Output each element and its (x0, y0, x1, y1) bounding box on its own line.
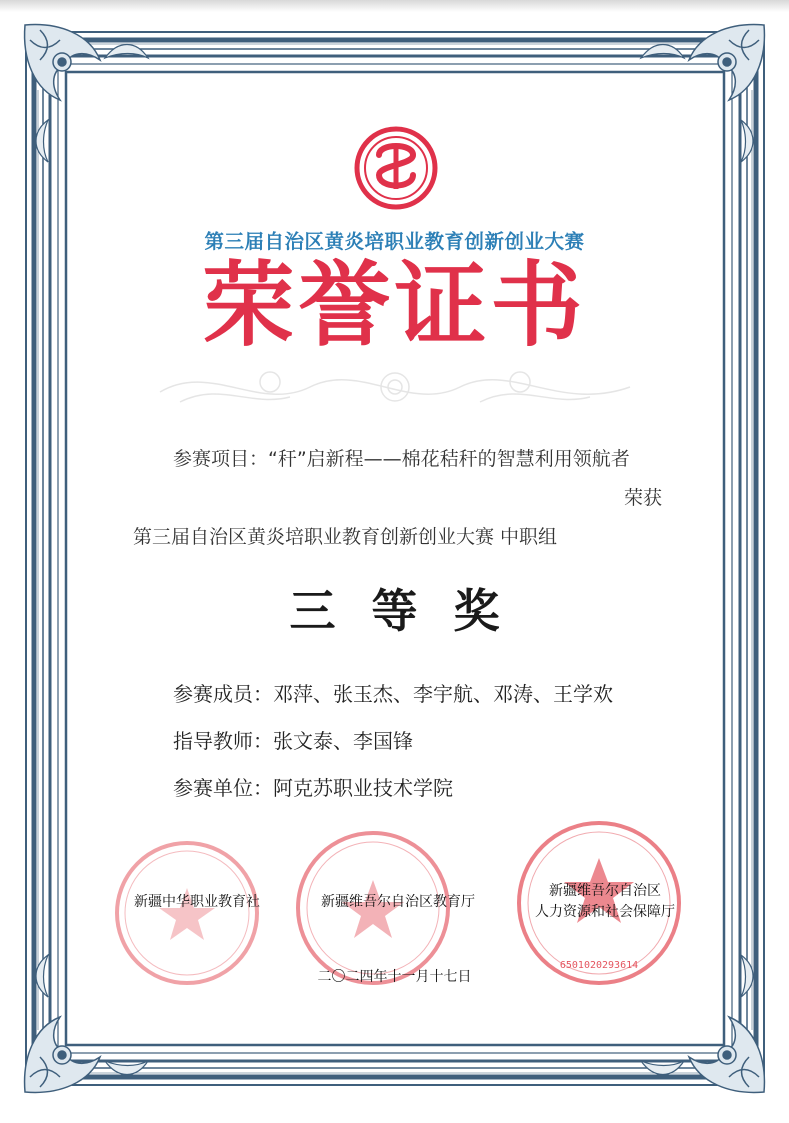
certificate-title: 荣誉证书 (202, 252, 587, 359)
seal-code: 6501020293614 (559, 960, 639, 971)
teachers-label: 指导教师： (173, 729, 273, 753)
competition-line: 第三届自治区黄炎培职业教育创新创业大赛 中职组 (133, 526, 558, 548)
members-label: 参赛成员： (173, 682, 273, 706)
issue-date: 二〇二四年十一月十七日 (317, 969, 472, 985)
members-value: 邓萍、张玉杰、李宇航、邓涛、王学欢 (273, 682, 613, 706)
honored-text: 荣获 (624, 487, 663, 509)
award-level: 三等奖 (289, 584, 536, 638)
members-line (173, 678, 613, 707)
issuer-1 (132, 891, 262, 911)
issuer-2-line1: 新疆维吾尔自治区教育厅 (321, 894, 475, 910)
project-line: 参赛项目：“秆”启新程——棉花秸秆的智慧利用领航者 (173, 448, 630, 470)
teachers-value: 张文泰、李国锋 (273, 729, 413, 753)
issuer-3-line1: 新疆维吾尔自治区 (549, 883, 661, 899)
issuer-3 (520, 881, 690, 923)
unit-value: 阿克苏职业技术学院 (273, 776, 453, 800)
teachers-line (173, 725, 413, 754)
issuer-3-line2: 人力资源和社会保障厅 (535, 904, 675, 920)
floral-watermark (150, 352, 640, 422)
unit-label: 参赛单位： (173, 776, 273, 800)
competition-emblem (353, 125, 439, 211)
issuer-1-line1: 新疆中华职业教育社 (134, 894, 260, 910)
issuer-2 (313, 891, 483, 911)
event-title: 第三届自治区黄炎培职业教育创新创业大赛 (204, 230, 585, 253)
unit-line (173, 772, 453, 801)
